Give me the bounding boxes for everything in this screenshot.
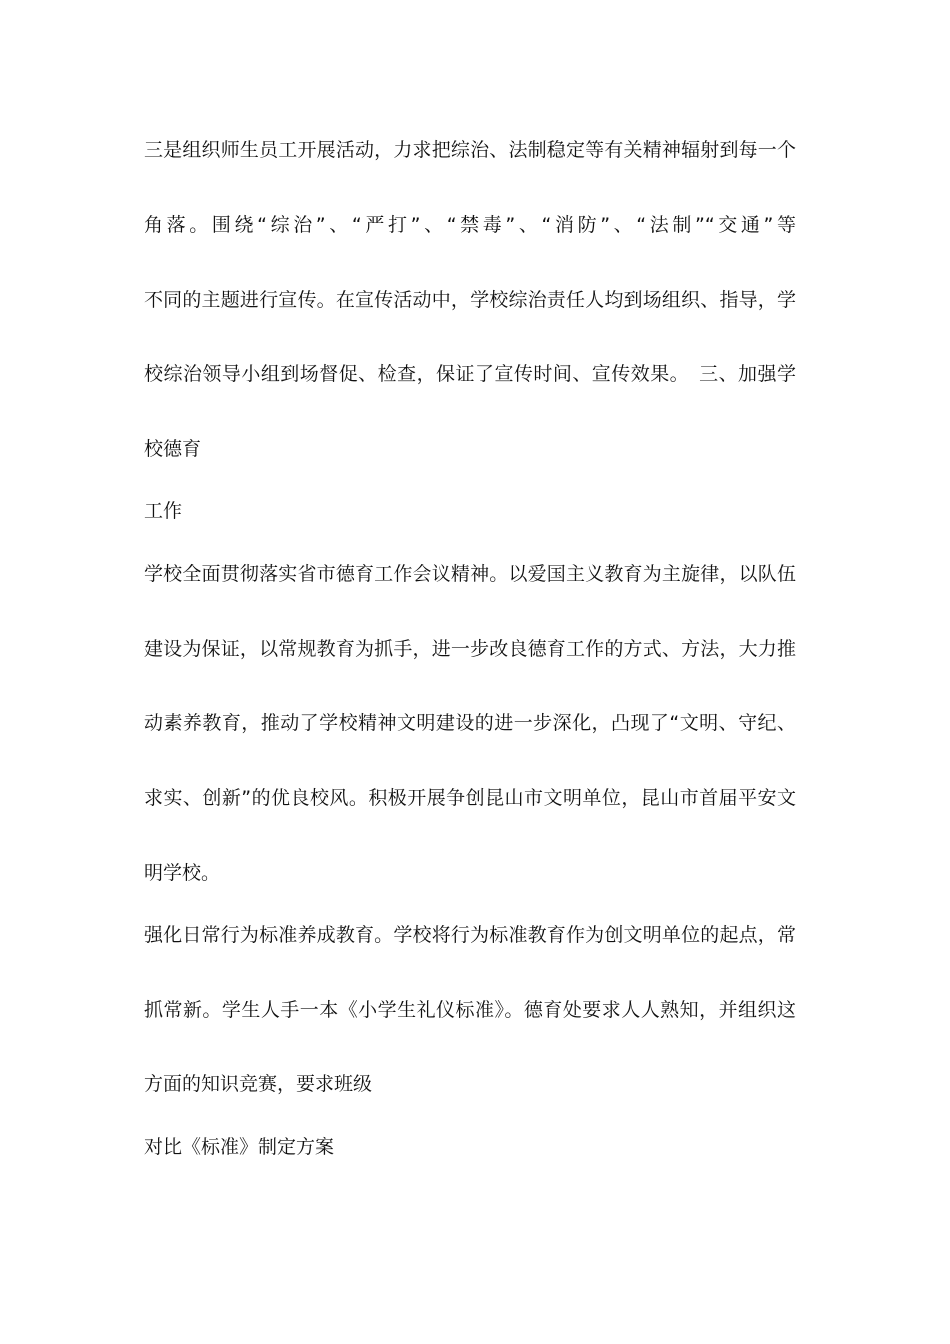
text-line: 抓常新。学生人手一本《小学生礼仪标准》。德育处要求人人熟知，并组织这: [144, 999, 796, 1021]
text-line: 动素养教育，推动了学校精神文明建设的进一步深化，凸现了“文明、守纪、: [144, 712, 796, 734]
text-line: 强化日常行为标准养成教育。学校将行为标准教育作为创文明单位的起点，常: [144, 924, 796, 946]
section-heading: 工作: [144, 500, 183, 522]
text-line: 不同的主题进行宣传。在宣传活动中，学校综治责任人均到场组织、指导，学: [144, 289, 796, 311]
text-line: 方面的知识竞赛，要求班级: [144, 1073, 373, 1095]
text-line: 校德育: [144, 438, 202, 460]
text-line: 学校全面贯彻落实省市德育工作会议精神。以爱国主义教育为主旋律，以队伍: [144, 563, 796, 585]
text-line: 建设为保证，以常规教育为抓手，进一步改良德育工作的方式、方法，大力推: [144, 638, 796, 660]
text-line: 明学校。: [144, 862, 221, 884]
text-line: 三是组织师生员工开展活动，力求把综治、法制稳定等有关精神辐射到每一个: [144, 139, 796, 161]
text-line: 校综治领导小组到场督促、检查，保证了宣传时间、宣传效果。 三、加强学: [144, 363, 796, 385]
text-line: 求实、创新”的优良校风。积极开展争创昆山市文明单位，昆山市首届平安文: [144, 787, 796, 809]
text-line: 角落。围绕“综治”、“严打”、“禁毒”、“消防”、“法制”“交通”等: [144, 214, 796, 236]
text-line: 对比《标准》制定方案: [144, 1136, 335, 1158]
